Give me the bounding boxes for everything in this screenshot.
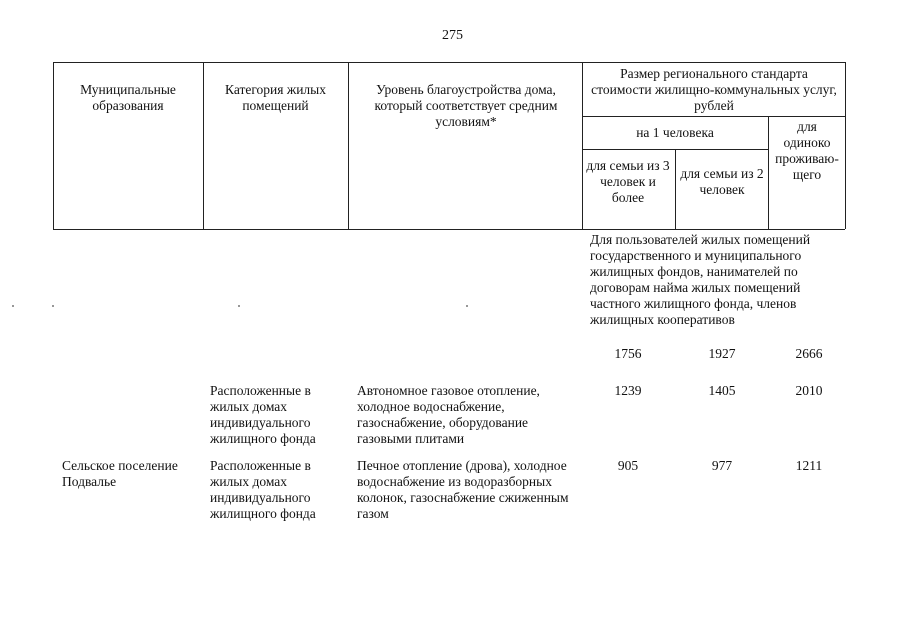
group-divider-line: [582, 116, 845, 117]
row1-family3-value: 1756: [614, 346, 642, 361]
row3-family2-value: 977: [711, 458, 733, 473]
header-top-line: [53, 62, 845, 63]
header-per-person: на 1 человека: [636, 125, 714, 140]
row3-single-value: 1211: [795, 458, 823, 473]
header-standard-size: Размер регионального стандарта стоимости жилищно-коммунальных услуг, рублей: [591, 66, 837, 113]
row3-family3-value: 905: [617, 458, 639, 473]
header-level: Уровень благоустройства дома, который соответствует средним условиям*: [374, 82, 558, 129]
row2-category: Расположенные в жилых домах индивидуального жилищного фонда: [210, 383, 316, 446]
row1-single-value: 2666: [795, 346, 823, 361]
row3-category: Расположенные в жилых домах индивидуального жилищного фонда: [210, 458, 316, 521]
header-single: для одиноко проживаю-щего: [775, 119, 839, 182]
row-note: Для пользователей жилых помещений государственного и муниципального жилищных фондов, нанимателей по договорам найма жилых помещений частного жилищного фонда, членов жилищных кооперативов: [590, 232, 811, 327]
row2-single-value: 2010: [795, 383, 823, 398]
page-number: 275: [442, 28, 463, 43]
header-bottom-line: [53, 229, 845, 230]
scan-dot: [52, 305, 54, 307]
scan-dot: [238, 305, 240, 307]
col-border-5: [768, 116, 769, 229]
header-family-3: для семьи из 3 человек и более: [586, 158, 670, 205]
row3-municipality: Сельское поселение Подвалье: [62, 458, 178, 489]
row2-family2-value: 1405: [708, 383, 736, 398]
row2-family3-value: 1239: [614, 383, 642, 398]
row2-level: Автономное газовое отопление, холодное водоснабжение, газоснабжение, оборудование газовыми плитами: [357, 383, 540, 446]
row1-family2-value: 1927: [708, 346, 736, 361]
header-family-2: для семьи из 2 человек: [680, 166, 764, 197]
scan-dot: [466, 305, 468, 307]
col-border-right: [845, 62, 846, 229]
header-municipality: Муниципальные образования: [80, 82, 176, 113]
col-border-1: [203, 62, 204, 229]
col-border-left: [53, 62, 54, 229]
col-border-2: [348, 62, 349, 229]
col-border-3: [582, 62, 583, 229]
scan-dot: [12, 305, 14, 307]
col-border-4: [675, 149, 676, 229]
row3-level: Печное отопление (дрова), холодное водоснабжение из водоразборных колонок, газоснабжение сжиженным газом: [357, 458, 569, 521]
header-category: Категория жилых помещений: [225, 82, 326, 113]
